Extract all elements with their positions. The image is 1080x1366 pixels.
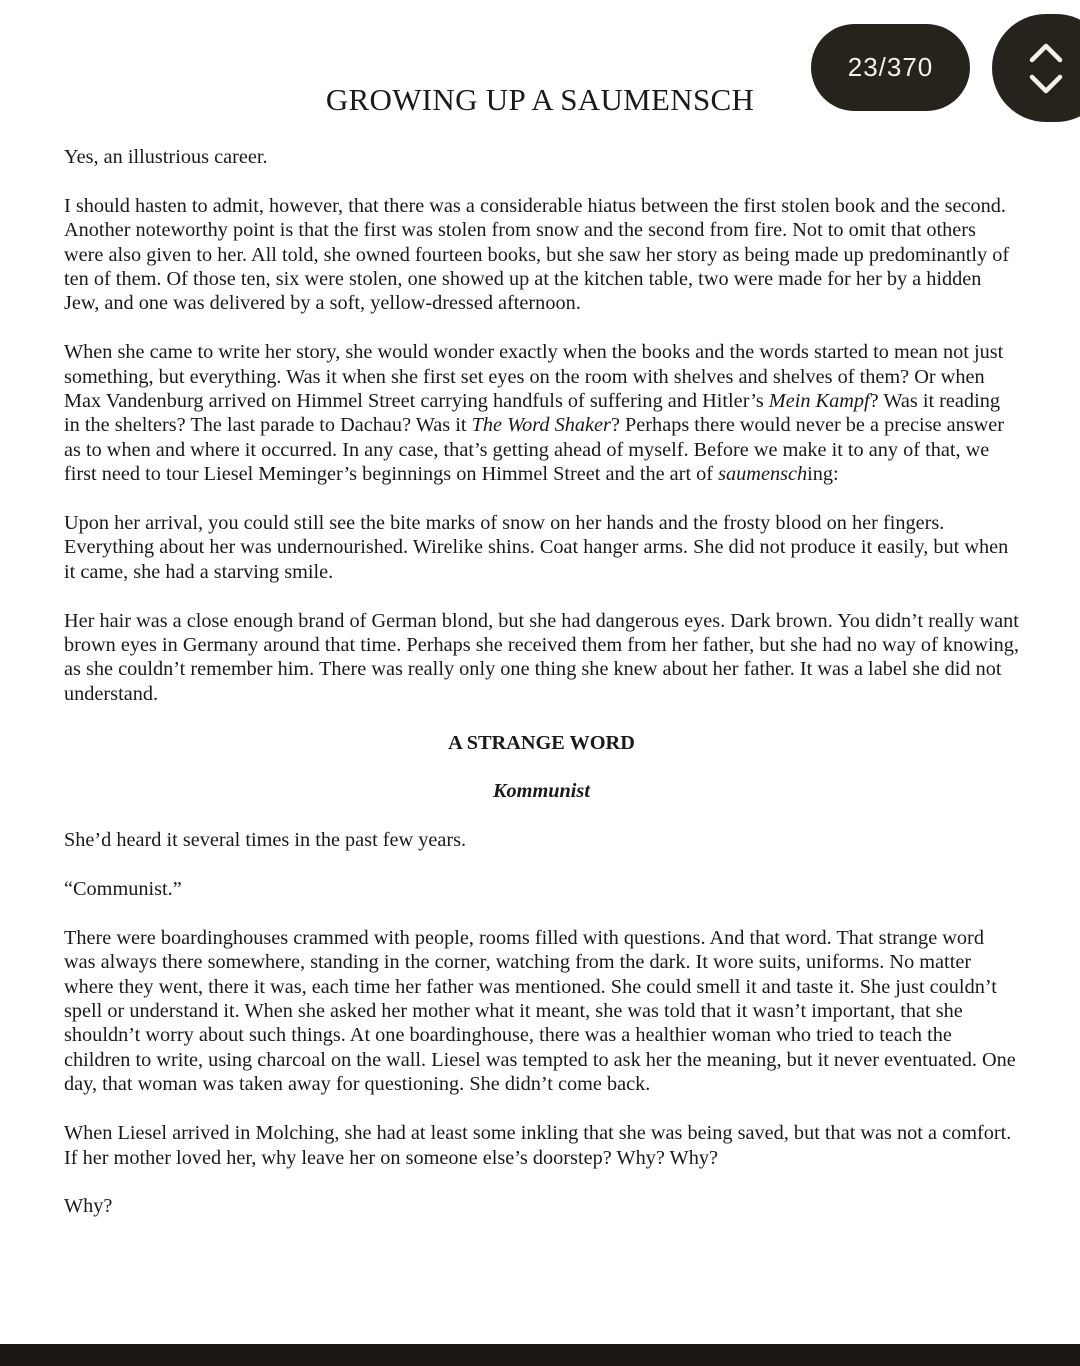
book-title-word-shaker: The Word Shaker (471, 414, 611, 437)
paragraph: Her hair was a close enough brand of German blond, but she had dangerous eyes. Dark brown. You didn’t really want brown eyes in Germany around that time. Perhaps she received them from her father, but she had no way of knowing, as she couldn’t remember him. There was really only one thing she knew about her father. It was a label she did not understand. (64, 609, 1019, 705)
paragraph-text: ? Perhaps there would never be a precise answer as to when and where it occurred. In any case, that’s getting ahead of myself. Before we make it to any of that, we first need to tour Liesel Meminger’s beginnings on Himmel Street and the art of (64, 414, 1005, 486)
italic-word: saumensch (718, 463, 808, 486)
paragraph-text: ? Was it reading in the shelters? The last parade to Dachau? Was it (64, 390, 1000, 437)
paragraph: She’d heard it several times in the past few years. (64, 829, 467, 852)
book-title-mein-kampf: Mein Kampf (768, 390, 870, 413)
page-body (64, 145, 1019, 1243)
chevron-up-icon[interactable] (1026, 38, 1066, 66)
paragraph: Why? (64, 1195, 113, 1218)
section-subheading-term: Kommunist (493, 780, 590, 803)
paragraph (64, 340, 1019, 486)
section-subheading: A STRANGE WORD (448, 731, 635, 754)
paragraph: When Liesel arrived in Molching, she had at least some inkling that she was being saved, but that was not a comfort. If her mother loved her, why leave her on someone else’s doorstep? Why? Why? (64, 1122, 1012, 1169)
chapter-title: GROWING UP A SAUMENSCH (325, 82, 755, 117)
paragraph: Yes, an illustrious career. (64, 146, 268, 168)
bottom-bar (0, 1344, 1080, 1366)
paragraph: There were boardinghouses crammed with people, rooms filled with questions. And that word. That strange word was always there somewhere, standing in the corner, watching from the dark. It wore suits, uniforms. No matter where they went, there it was, each time her father was mentioned. She could smell it and taste it. She just couldn’t spell or understand it. When she asked her mother what it meant, she was told that it wasn’t important, that she shouldn’t worry about such things. At one boardinghouse, there was a healthier woman who tried to teach the children to write, using charcoal on the wall. Liesel was tempted to ask her the meaning, but it never eventuated. One day, that woman was taken away for questioning. She didn’t come back. (64, 926, 1016, 1096)
paragraph-text: ing: (807, 463, 839, 486)
page-counter-text: 23/370 (847, 52, 934, 82)
paragraph: I should hasten to admit, however, that there was a considerable hiatus between the first stolen book and the second. Another noteworthy point is that the first was stolen from snow and the second from fire. Not to omit that others were also given to her. All told, she owned fourteen books, but she saw her story as being made up predominantly of ten of them. Of those ten, six were stolen, one showed up at the kitchen table, two were made for her by a hidden Jew, and one was delivered by a soft, yellow-dressed afternoon. (64, 194, 1010, 315)
paragraph-text: When she came to write her story, she would wonder exactly when the books and the words started to mean not just something, but everything. Was it when she first set eyes on the room with shelves and shelves of them? Or when Max Vandenburg arrived on Himmel Street carrying handfuls of suffering and Hitler’s (64, 341, 1004, 413)
paragraph: Upon her arrival, you could still see the bite marks of snow on her hands and the frosty blood on her fingers. Everything about her was undernourished. Wirelike shins. Coat hanger arms. She did not produce it easily, but when it came, she had a starving smile. (64, 512, 1009, 583)
paragraph: “Communist.” (64, 878, 182, 901)
